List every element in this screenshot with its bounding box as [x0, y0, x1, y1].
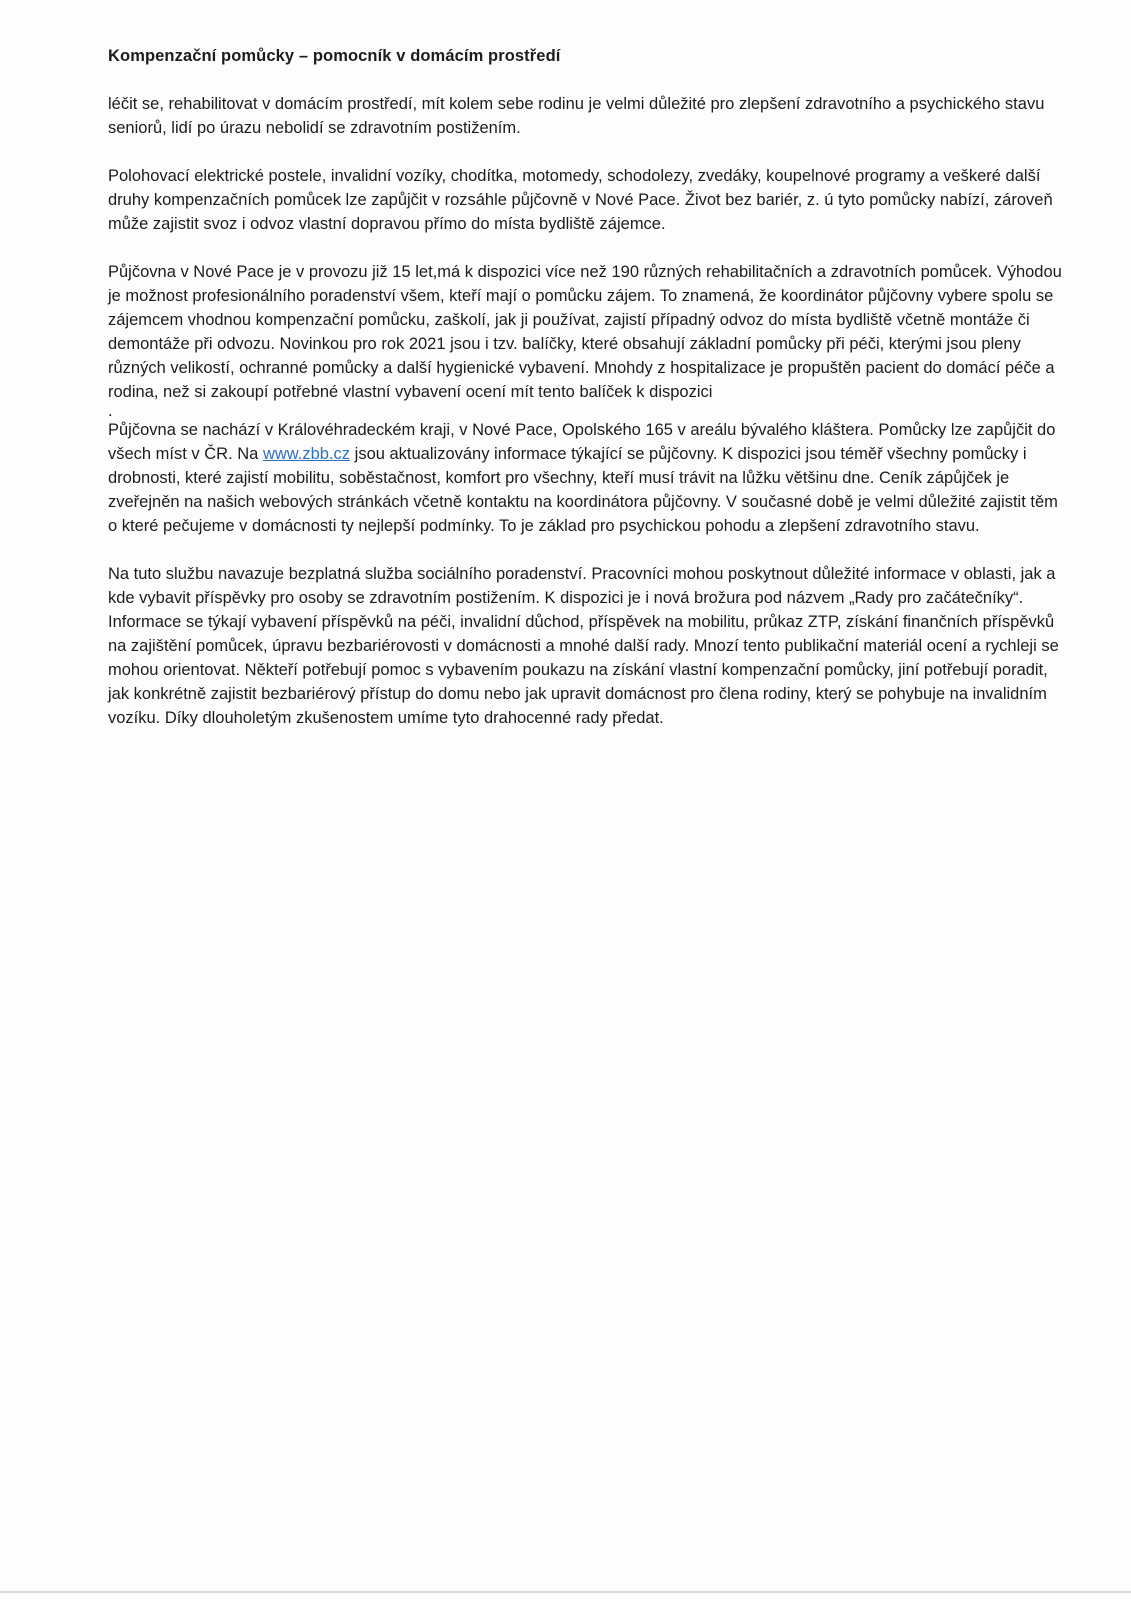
document-title: Kompenzační pomůcky – pomocník v domácím prostředí — [108, 47, 561, 65]
paragraph-4-text-end: jsou aktualizovány informace týkající se půjčovny. K dispozici jsou téměř všechny pomůcky i drobnosti, které zajistí mobilitu, soběstačnost, komfort pro všechny, kteří musí trávit na lůžku většinu dne. Ceník zápůjček je zveřejněn na našich webových stránkách včetně kontaktu na koordinátora půjčovny. V současné době je velmi důležité zajistit těm o které pečujeme v domácnosti ty nejlepší podmínky. To je základ pro psychickou pohodu a zlepšení zdravotního stavu. — [108, 445, 1058, 535]
paragraph-4-text-start: Půjčovna se nachází v Královéhradeckém kraji, v Nové Pace, Opolského 165 v areálu bývalého kláštera. Pomůcky lze zapůjčit do všech míst v ČR. Na — [108, 421, 1056, 463]
paragraph-1: léčit se, rehabilitovat v domácím prostředí, mít kolem sebe rodinu je velmi důležité pro zlepšení zdravotního a psychického stavu seniorů, lidí po úrazu nebolidí se zdravotním postižením. — [108, 95, 1045, 137]
paragraph-5: Na tuto službu navazuje bezplatná služba sociálního poradenství. Pracovníci mohou poskytnout důležité informace v oblasti, jak a kde vybavit příspěvky pro osoby se zdravotním postižením. K dispozici je i nová brožura pod názvem „Rady pro začátečníky“. Informace se týkají vybavení příspěvků na péči, invalidní důchod, příspěvek na mobilitu, průkaz ZTP, získání finančních příspěvků na zajištění pomůcek, úpravu bezbariérovosti v domácnosti a mnohé další rady. Mnozí tento publikační materiál ocení a rychleji se mohou orientovat. Někteří potřebují pomoc s vybavením poukazu na získání vlastní kompenzační pomůcky, jiní potřebují poradit, jak konkrétně zajistit bezbariérový přístup do domu nebo jak upravit domácnost pro člena rodiny, který se pohybuje na invalidním vozíku. Díky dlouholetým zkušenostem umíme tyto drahocenné rady předat. — [108, 565, 1059, 727]
paragraph-2: Polohovací elektrické postele, invalidní vozíky, chodítka, motomedy, schodolezy, zvedáky, koupelnové programy a veškeré další druhy kompenzačních pomůcek lze zapůjčit v rozsáhle půjčovně v Nové Pace. Život bez bariér, z. ú tyto pomůcky nabízí, zároveň může zajistit svoz i odvoz vlastní dopravou přímo do místa bydliště zájemce. — [108, 167, 1053, 233]
paragraph-4 — [108, 418, 1063, 538]
paragraph-3: Půjčovna v Nové Pace je v provozu již 15 let,má k dispozici více než 190 různých rehabilitačních a zdravotních pomůcek. Výhodou je možnost profesionálního poradenství všem, kteří mají o pomůcku zájem. To znamená, že koordinátor půjčovny vybere spolu se zájemcem vhodnou kompenzační pomůcku, zaškolí, jak ji používat, zajistí případný odvoz do místa bydliště včetně montáže či demontáže při odvozu. Novinkou pro rok 2021 jsou i tzv. balíčky, které obsahují základní pomůcky při péči, kterými jsou pleny různých velikostí, ochranné pomůcky a další hygienické vybavení. Mnohdy z hospitalizace je propuštěn pacient do domácí péče a rodina, než si zakoupí potřebné vlastní vybavení ocení mít tento balíček k dispozici — [108, 263, 1062, 401]
stray-dot: . — [108, 402, 113, 420]
page-bottom-edge — [0, 1591, 1131, 1593]
website-link[interactable]: www.zbb.cz — [262, 445, 351, 463]
document-content — [108, 44, 1063, 754]
